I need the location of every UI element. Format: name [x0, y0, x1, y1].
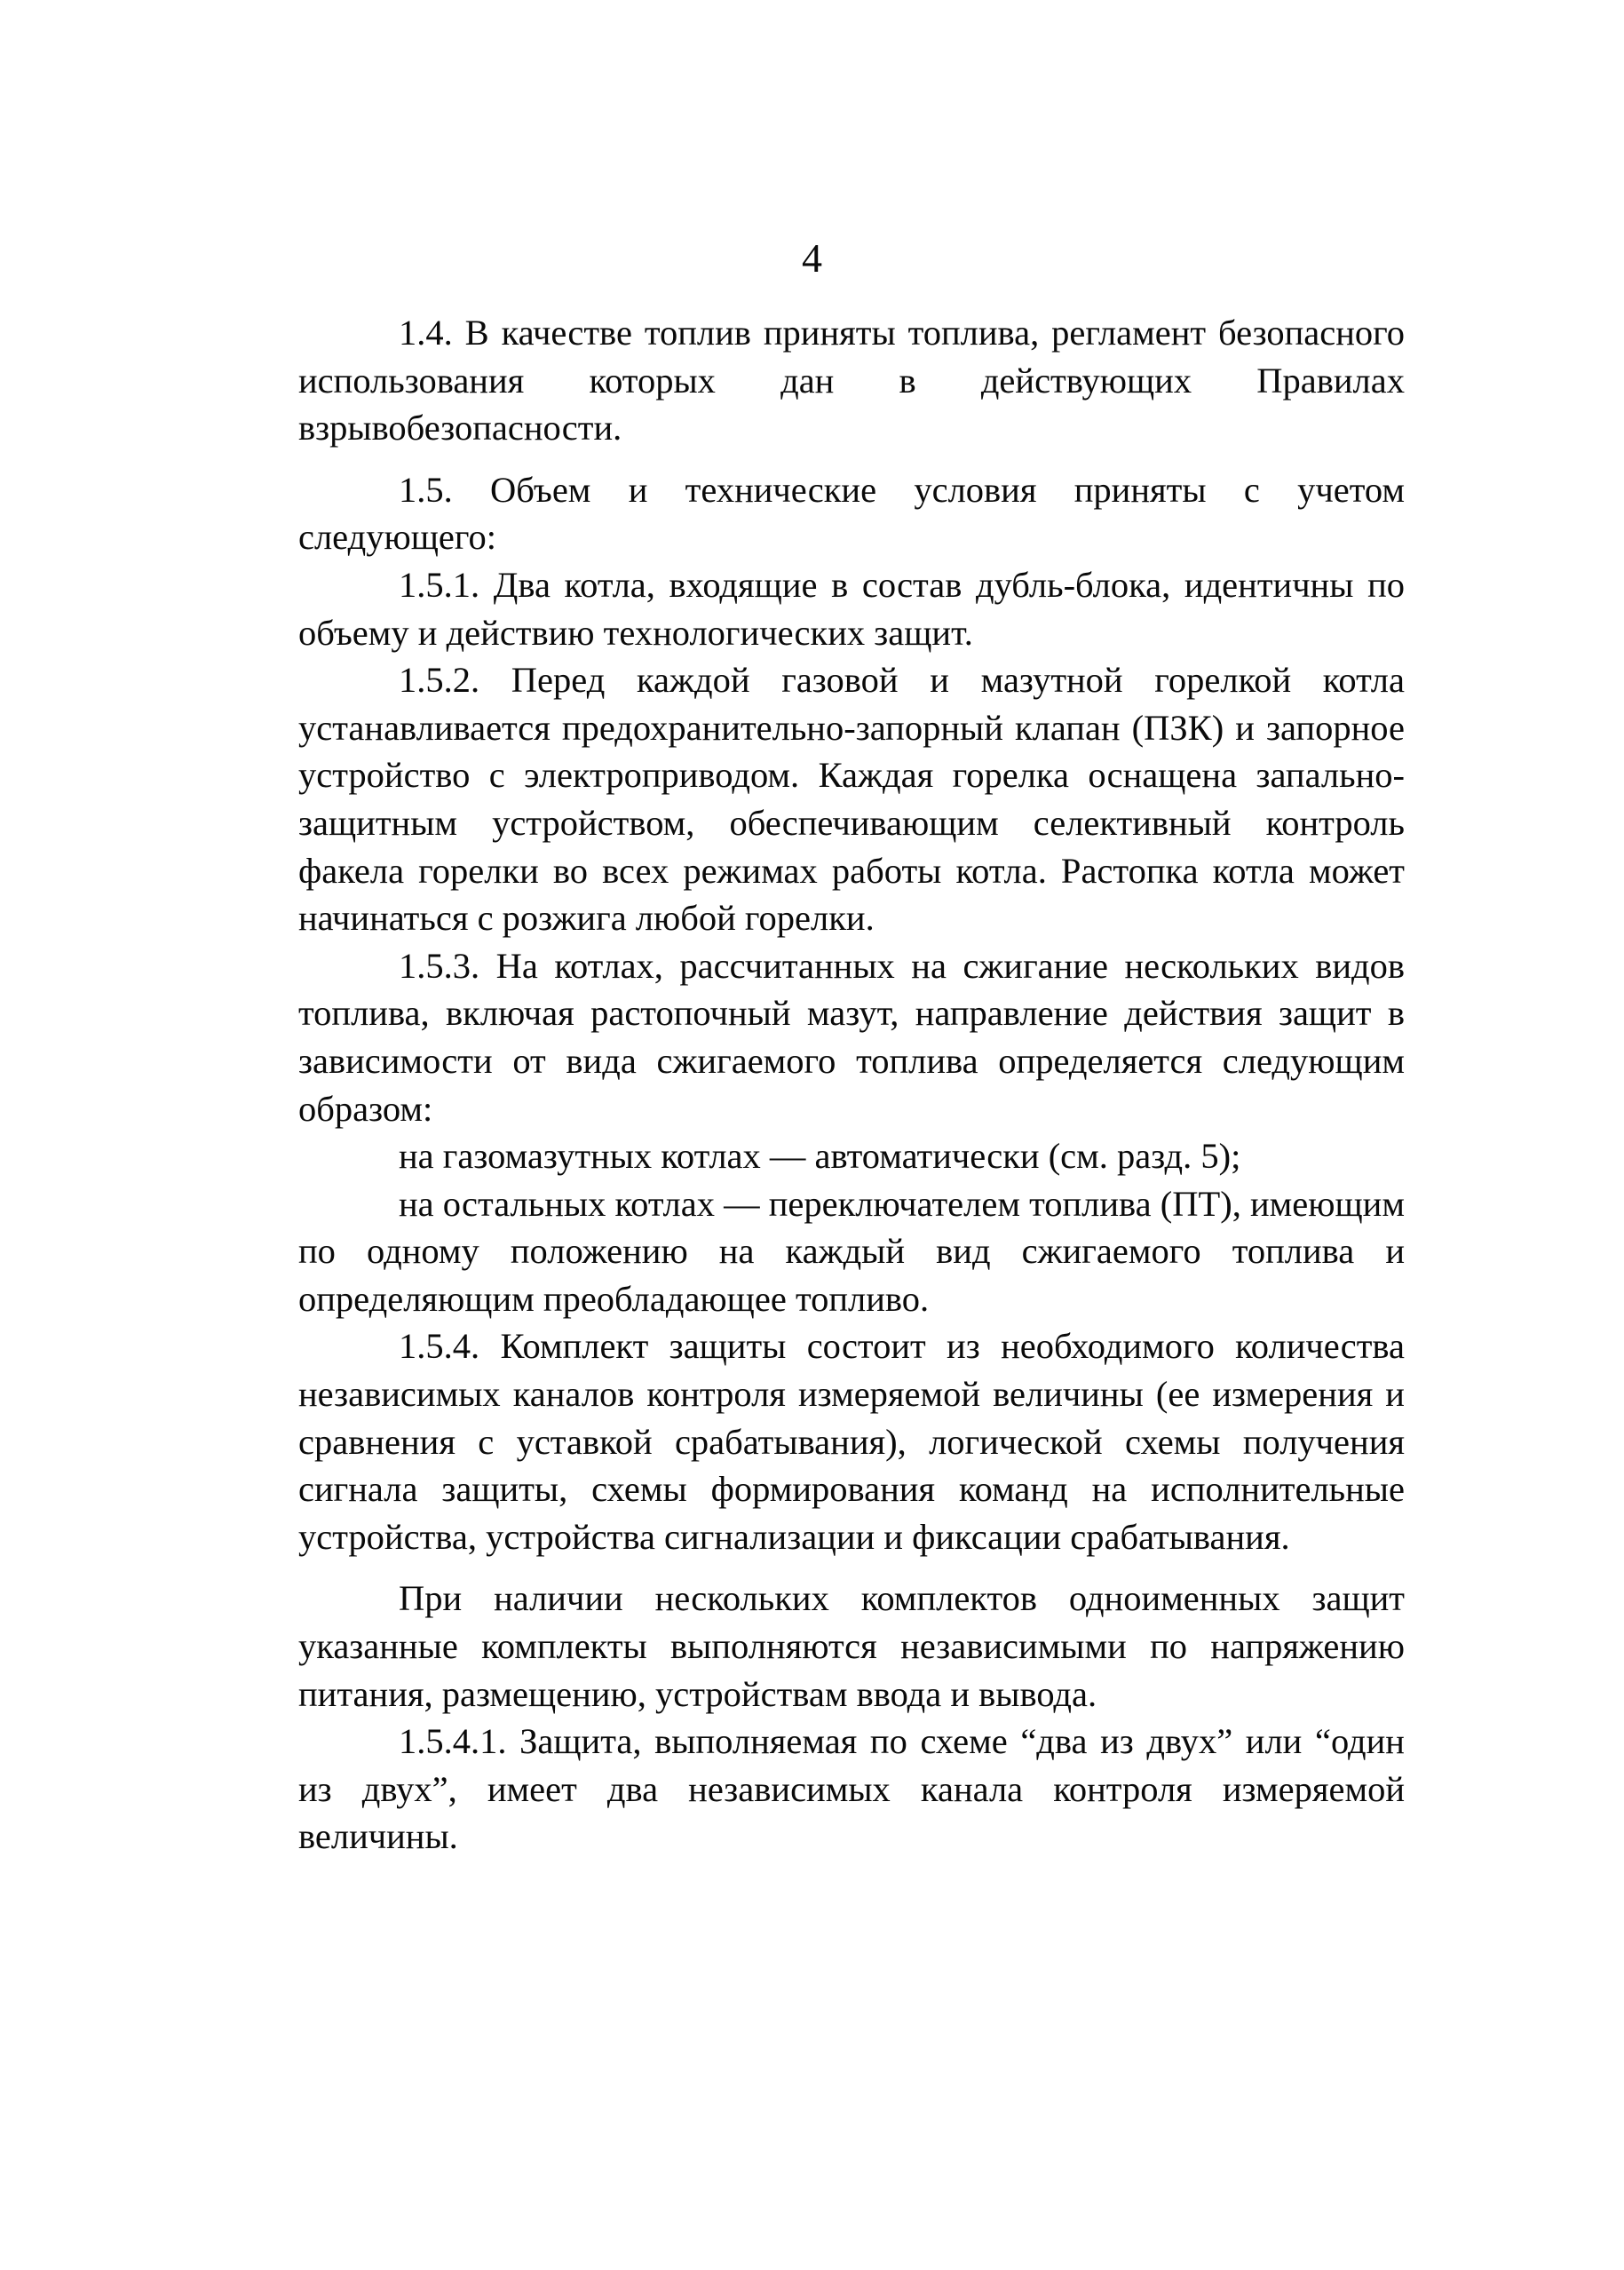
paragraph-1-5-4: 1.5.4. Комплект защиты состоит из необходимого количества независимых каналов контроля измеряемой величины (ее измерения и сравнения с уставкой срабатывания), логической схемы получения сигнала защиты, схемы формирования команд на исполнительные устройства, устройства сигнализации и фиксации срабатывания. [298, 1326, 1405, 1557]
paragraph-1-5-4-1: 1.5.4.1. Защита, выполняемая по схеме “два из двух” или “один из двух”, имеет два независимых канала контроля измеряемой величины. [298, 1721, 1405, 1857]
paragraph-other-boilers: на остальных котлах — переключателем топлива (ПТ), имеющим по одному положению на каждый вид сжигаемого топлива и определяющим преобладающее топливо. [298, 1183, 1405, 1319]
paragraph-1-4: 1.4. В качестве топлив приняты топлива, регламент безопасного использования которых дан в действующих Правилах взрывобезопасности. [298, 313, 1405, 448]
page-number: 4 [802, 235, 822, 281]
document-body [298, 309, 1405, 1861]
paragraph-1-5-1: 1.5.1. Два котла, входящие в состав дубль-блока, идентичны по объему и действию технологических защит. [298, 564, 1405, 653]
paragraph-1-5-2: 1.5.2. Перед каждой газовой и мазутной горелкой котла устанавливается предохранительно-запорный клапан (ПЗК) и запорное устройство с электроприводом. Каждая горелка оснащена запально-защитным устройством, обеспечивающим селективный контроль факела горелки во всех режимах работы котла. Растопка котла может начинаться с розжига любой горелки. [298, 660, 1405, 939]
paragraph-gas-oil-boilers: на газомазутных котлах — автоматически (см. разд. 5); [399, 1136, 1241, 1177]
paragraph-1-5: 1.5. Объем и технические условия приняты с учетом следующего: [298, 469, 1405, 558]
paragraph-multiple-sets: При наличии нескольких комплектов одноименных защит указанные комплекты выполняются независимыми по напряжению питания, размещению, устройствам ввода и вывода. [298, 1578, 1405, 1714]
paragraph-1-5-3: 1.5.3. На котлах, рассчитанных на сжигание нескольких видов топлива, включая растопочный мазут, направление действия защит в зависимости от вида сжигаемого топлива определяется следующим образом: [298, 945, 1405, 1129]
